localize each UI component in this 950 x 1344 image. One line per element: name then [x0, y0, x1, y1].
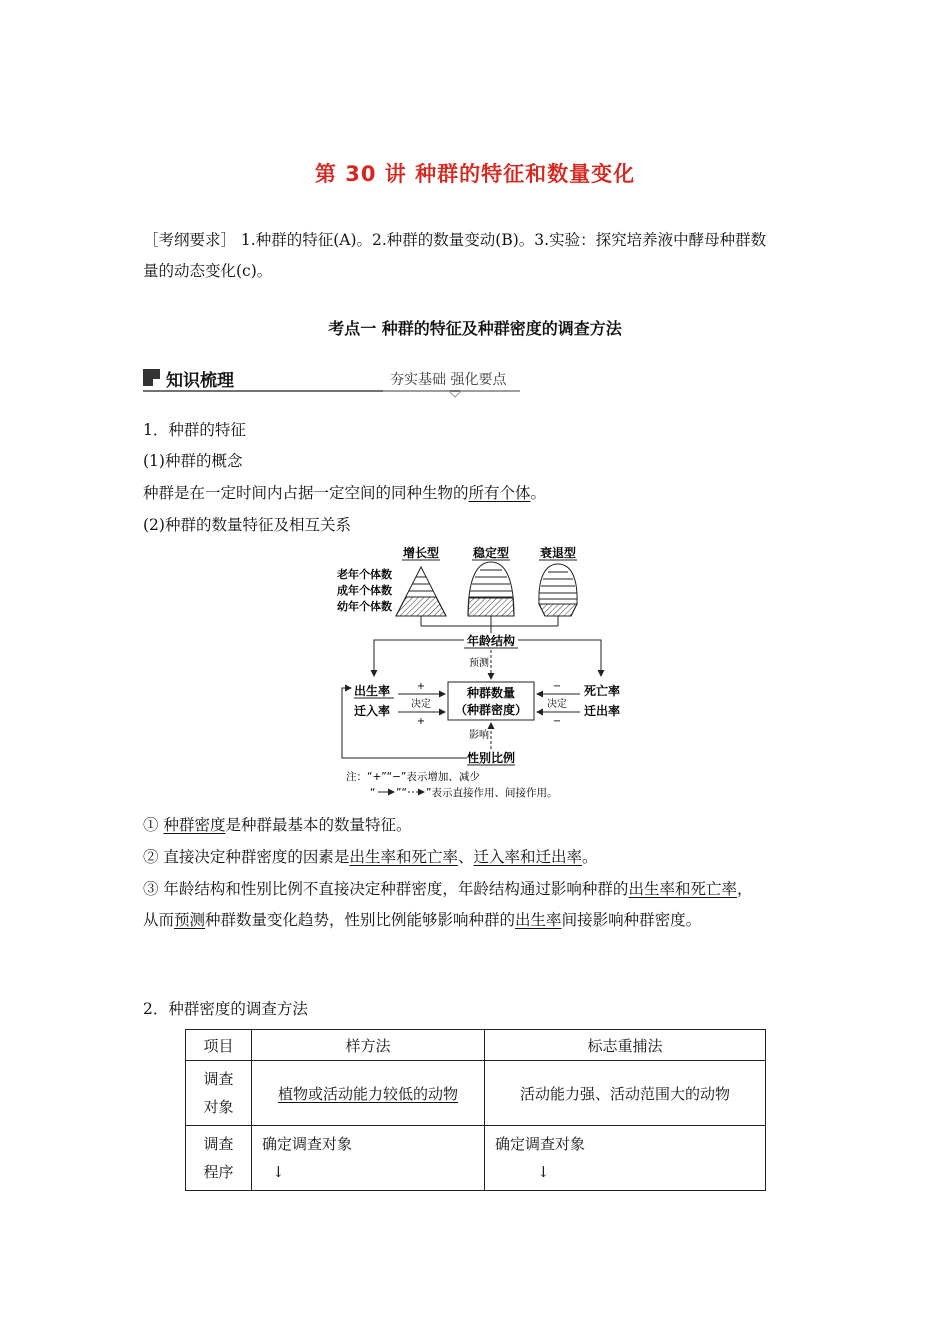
note-quote-mid: ”“ — [396, 787, 407, 799]
page-title: 第 30 讲 种群的特征和数量变化 — [314, 162, 636, 186]
section-heading: 考点一 种群的特征及种群密度的调查方法 — [328, 319, 622, 338]
row1-mark-recapture: 活动能力强、活动范围大的动物 — [485, 1061, 766, 1126]
influence-label: 影响 — [469, 730, 489, 741]
knowledge-box-divider — [143, 389, 523, 399]
concept-answer: 所有个体 — [468, 484, 531, 502]
table-row — [186, 1126, 766, 1191]
point-2-end: 。 — [581, 848, 598, 866]
plus-bottom-left: + — [416, 716, 426, 727]
point-2-text: ② 直接决定种群密度的因素是 — [143, 848, 350, 866]
row2-mark-text: 确定调查对象 — [495, 1135, 586, 1153]
concept-sentence — [143, 479, 546, 508]
plus-top-left: + — [416, 681, 426, 692]
center-label-2: （种群密度） — [454, 703, 528, 717]
point-1 — [143, 811, 411, 840]
note-line-1: 注：“+”“−”表示增加、减少 — [346, 771, 480, 783]
point-2 — [143, 843, 598, 872]
type-declining: 衰退型 — [539, 546, 577, 560]
minus-top-right: − — [552, 681, 562, 692]
age-label-old: 老年个体数 — [337, 568, 392, 581]
row2-label — [186, 1126, 252, 1191]
requirements-line-1: ［考纲要求］ 1.种群的特征(A)。2.种群的数量变动(B)。3.实验：探究培养液中酵母种群数 — [143, 231, 767, 249]
stable-pyramid — [468, 562, 514, 616]
predict-label: 预测 — [469, 658, 489, 669]
point-3-text-a: ③ 年龄结构和性别比例不直接决定种群密度，年龄结构通过影响种群的 — [143, 880, 629, 898]
header-mark-recapture: 标志重捕法 — [485, 1030, 766, 1061]
row1-label — [186, 1061, 252, 1126]
population-feature-diagram — [300, 540, 650, 802]
point-2-sep: 、 — [457, 848, 474, 866]
note-quote-open: “ — [370, 787, 376, 799]
point-3-comma: ， — [736, 880, 753, 898]
survey-method-table — [185, 1029, 766, 1191]
point-3-text-d: 种群数量变化趋势，性别比例能够影响种群的 — [205, 911, 516, 929]
age-label-adult: 成年个体数 — [337, 584, 392, 597]
point-1-marker: ① — [143, 816, 164, 834]
death-rate-label: 死亡率 — [584, 684, 621, 698]
age-label-young: 幼年个体数 — [337, 600, 392, 613]
table-header-row — [186, 1030, 766, 1061]
point-3-text-e: 间接影响种群密度。 — [561, 911, 702, 929]
point-3-line-2 — [143, 906, 701, 935]
row2-label-line1: 调查 — [203, 1135, 234, 1153]
knowledge-box-title: 知识梳理 — [166, 371, 234, 391]
requirements-line-2: 量的动态变化(c)。 — [143, 262, 273, 280]
point-1-answer: 种群密度 — [163, 816, 226, 834]
point-2-answer-2: 迁入率和迁出率 — [473, 848, 582, 866]
part1-sub2: (2)种群的数量特征及相互关系 — [143, 516, 351, 534]
immigration-label: 迁入率 — [354, 704, 391, 718]
minus-bottom-right: − — [552, 716, 562, 727]
point-3-answer-1: 出生率和死亡率 — [628, 880, 737, 898]
row2-quadrat — [252, 1126, 485, 1191]
note-line-2: ”表示直接作用、间接作用。 — [426, 787, 558, 799]
point-3-answer-2: 预测 — [174, 911, 206, 929]
type-growth: 增长型 — [402, 546, 440, 560]
concept-text: 种群是在一定时间内占据一定空间的同种生物的 — [143, 484, 469, 502]
row2-mark-arrow-icon: ↓ — [537, 1163, 550, 1181]
part1-heading: 1．种群的特征 — [143, 421, 246, 439]
row2-mark-recapture — [485, 1126, 766, 1191]
row1-label-line1: 调查 — [203, 1070, 234, 1088]
declining-pyramid — [539, 564, 577, 616]
point-1-text: 是种群最基本的数量特征。 — [225, 816, 412, 834]
header-quadrat: 样方法 — [252, 1030, 485, 1061]
decide-right: 决定 — [547, 699, 567, 710]
point-3-text-c: 从而 — [143, 911, 175, 929]
part1-sub1: (1)种群的概念 — [143, 452, 243, 470]
growth-pyramid — [396, 567, 446, 616]
type-stable: 稳定型 — [472, 546, 510, 560]
knowledge-box-subtitle: 夯实基础 强化要点 — [390, 372, 507, 388]
sex-ratio-label: 性别比例 — [466, 751, 516, 765]
row1-quadrat-answer: 植物或活动能力较低的动物 — [277, 1084, 458, 1103]
row1-label-line2: 对象 — [203, 1098, 234, 1116]
concept-period: 。 — [530, 484, 547, 502]
decide-left: 决定 — [411, 699, 431, 710]
age-structure-label: 年龄结构 — [466, 634, 516, 648]
point-2-answer-1: 出生率和死亡率 — [349, 848, 458, 866]
center-label-1: 种群数量 — [466, 686, 516, 700]
row1-quadrat — [252, 1061, 485, 1126]
table-row — [186, 1061, 766, 1126]
row2-quadrat-text: 确定调查对象 — [262, 1135, 353, 1153]
birth-rate-label: 出生率 — [354, 684, 391, 698]
point-3-line-1 — [143, 875, 752, 904]
emigration-label: 迁出率 — [584, 704, 621, 718]
header-item: 项目 — [186, 1030, 252, 1061]
part2-heading: 2．种群密度的调查方法 — [143, 1000, 308, 1018]
knowledge-box-notch — [153, 379, 160, 386]
point-3-answer-3: 出生率 — [515, 911, 562, 929]
row2-quadrat-arrow-icon: ↓ — [272, 1163, 285, 1181]
row2-label-line2: 程序 — [203, 1163, 234, 1181]
